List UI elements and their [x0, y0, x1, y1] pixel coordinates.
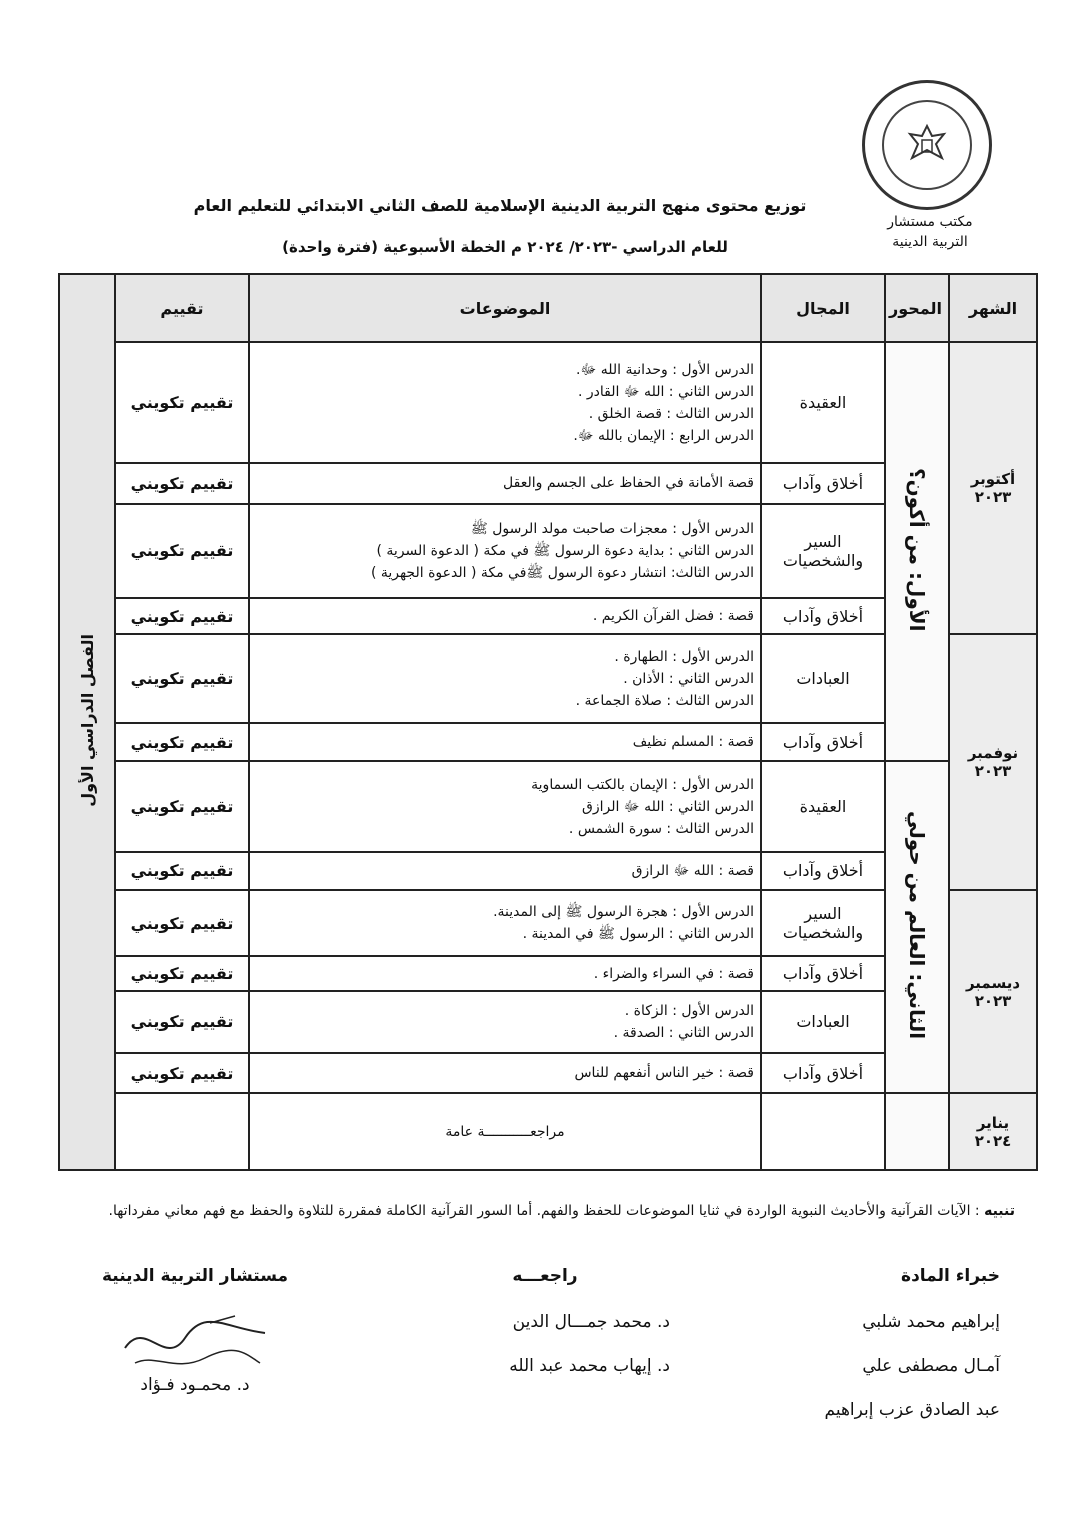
expert-name: عبد الصادق عزب إبراهيم — [824, 1400, 1000, 1420]
reviewer-name: د. محمد جمـــال الدين — [512, 1312, 670, 1332]
topic-line: الدرس الثاني : بداية دعوة الرسول ﷺ في مكة ( الدعوة السرية ) — [376, 542, 754, 559]
header-topics: الموضوعات — [249, 274, 761, 342]
eval-cell: تقييم تكويني — [115, 634, 249, 723]
topic-line: قصة : الله ﷻ الرازق — [631, 862, 754, 879]
term-label: الفصل الدراسي الأول — [77, 633, 97, 807]
table-row — [59, 761, 1037, 852]
axis-second — [885, 761, 949, 1093]
eval-cell: تقييم تكويني — [115, 342, 249, 463]
topic-line: الدرس الأول : الإيمان بالكتب السماوية — [531, 776, 754, 793]
header-field: المجال — [761, 274, 885, 342]
topic-line: الدرس الثاني : الله ﷻ الرازق — [581, 798, 754, 815]
field-cell: أخلاق وآداب — [761, 956, 885, 990]
topics-cell — [249, 761, 761, 852]
axis-first-label: الأول: من أكون؟ — [905, 467, 929, 632]
topic-line: الدرس الأول : الطهارة . — [614, 648, 754, 665]
eval-cell: تقييم تكويني — [115, 463, 249, 503]
topic-line: الدرس الثالث : صلاة الجماعة . — [575, 692, 754, 709]
eval-cell: تقييم تكويني — [115, 504, 249, 599]
reviewer-name: د. إيهاب محمد عبد الله — [509, 1356, 670, 1376]
eagle-emblem-icon — [882, 100, 972, 190]
note-paragraph — [70, 1196, 1015, 1226]
topic-line: الدرس الرابع : الإيمان بالله ﷻ. — [573, 427, 754, 444]
eval-cell: تقييم تكويني — [115, 890, 249, 956]
topic-line: الدرس الأول : وحدانية الله ﷻ. — [576, 361, 754, 378]
field-cell: أخلاق وآداب — [761, 723, 885, 761]
table-row-review — [59, 1093, 1037, 1170]
topic-line: الدرس الثالث : سورة الشمس . — [568, 820, 754, 837]
advisor-column — [90, 1266, 300, 1395]
advisor-name: د. محمـود فـؤاد — [140, 1375, 250, 1395]
topic-line: الدرس الثالث: انتشار دعوة الرسول ﷺفي مكة ( الدعوة الجهرية ) — [370, 564, 754, 581]
topics-cell — [249, 723, 761, 761]
topics-cell — [249, 991, 761, 1053]
month-january: يناير ٢٠٢٤ — [949, 1093, 1037, 1170]
topics-cell — [249, 634, 761, 723]
topic-line: قصة : المسلم نظيف — [632, 734, 754, 751]
experts-column — [740, 1266, 1000, 1432]
field-cell: أخلاق وآداب — [761, 1053, 885, 1093]
field-cell: العقيدة — [761, 761, 885, 852]
document-title: توزيع محتوى منهج التربية الدينية الإسلامية للصف الثاني الابتدائي للتعليم العام — [193, 196, 807, 215]
axis-empty — [885, 1093, 949, 1170]
field-cell: العبادات — [761, 634, 885, 723]
month-december: ديسمبر ٢٠٢٣ — [949, 890, 1037, 1093]
topic-line: قصة : في السراء والضراء . — [593, 965, 754, 982]
topic-line: الدرس الثاني : الرسول ﷺ في المدينة . — [522, 926, 754, 943]
office-line-2: التربية الدينية — [892, 234, 968, 250]
table-row — [59, 342, 1037, 463]
eval-cell: تقييم تكويني — [115, 723, 249, 761]
axis-second-label: الثاني: العالم من حولي — [905, 810, 929, 1039]
axis-first — [885, 342, 949, 761]
reviewers-title: راجعـــه — [512, 1266, 578, 1286]
expert-name: آمـال مصطفى علي — [862, 1356, 1000, 1376]
experts-title: خبراء المادة — [901, 1266, 1000, 1286]
month-october: أكتوبر ٢٠٢٣ — [949, 342, 1037, 634]
topics-cell — [249, 598, 761, 634]
eval-cell: تقييم تكويني — [115, 598, 249, 634]
field-cell: العقيدة — [761, 342, 885, 463]
topics-cell — [249, 342, 761, 463]
topic-line: الدرس الأول : هجرة الرسول ﷺ إلى المدينة. — [493, 904, 754, 921]
term-cell — [59, 274, 115, 1170]
table-header-row — [59, 274, 1037, 342]
topic-line: قصة : فضل القرآن الكريم . — [592, 608, 754, 625]
topic-line: الدرس الثاني : الأذان . — [623, 670, 754, 687]
note-text: : الآيات القرآنية والأحاديث النبوية الواردة في ثنايا الموضوعات للحفظ والفهم. أما السور القرآنية الكاملة فمقررة للتلاوة والحفظ مع فهم معاني مفرداتها. — [108, 1203, 985, 1219]
header-axis: المحور — [885, 274, 949, 342]
topics-cell — [249, 852, 761, 890]
expert-name: إبراهيم محمد شلبي — [862, 1312, 1000, 1332]
topic-line: الدرس الأول : الزكاة . — [624, 1002, 754, 1019]
field-cell: العبادات — [761, 991, 885, 1053]
topic-line: الدرس الثالث : قصة الخلق . — [588, 405, 754, 422]
office-line-1: مكتب مستشار — [887, 214, 973, 230]
handwritten-signature — [115, 1308, 275, 1378]
field-cell: السير والشخصيات — [761, 504, 885, 599]
eval-cell: تقييم تكويني — [115, 852, 249, 890]
review-cell: مراجعـــــــــــة عامة — [249, 1093, 761, 1170]
plan-table-container — [58, 273, 1036, 1171]
eval-empty — [115, 1093, 249, 1170]
eval-cell: تقييم تكويني — [115, 761, 249, 852]
field-cell: السير والشخصيات — [761, 890, 885, 956]
topic-line: الدرس الثاني : الصدقة . — [613, 1024, 754, 1041]
field-cell: أخلاق وآداب — [761, 463, 885, 503]
topic-line: قصة الأمانة في الحفاظ على الجسم والعقل — [503, 475, 754, 492]
topics-cell — [249, 890, 761, 956]
topic-line: الدرس الأول : معجزات صاحبت مولد الرسول ﷺ — [470, 520, 754, 537]
eval-cell: تقييم تكويني — [115, 956, 249, 990]
topics-cell — [249, 504, 761, 599]
plan-table — [58, 273, 1038, 1171]
eval-cell: تقييم تكويني — [115, 1053, 249, 1093]
topics-cell — [249, 463, 761, 503]
field-cell: أخلاق وآداب — [761, 598, 885, 634]
advisor-title: مستشار التربية الدينية — [101, 1266, 289, 1286]
topic-line: قصة : خير الناس أنفعهم للناس — [574, 1065, 754, 1082]
field-empty — [761, 1093, 885, 1170]
topics-cell — [249, 956, 761, 990]
note-label: تنبيه — [984, 1203, 1015, 1219]
header-evaluation: تقييم — [115, 274, 249, 342]
header-month: الشهر — [949, 274, 1037, 342]
office-label — [870, 212, 990, 252]
field-cell: أخلاق وآداب — [761, 852, 885, 890]
document-subtitle: للعام الدراسي -٢٠٢٣/ ٢٠٢٤ م الخطة الأسبوعية (فترة واحدة) — [282, 238, 728, 256]
reviewers-column — [420, 1266, 670, 1388]
eval-cell: تقييم تكويني — [115, 991, 249, 1053]
month-november: نوفمبر ٢٠٢٣ — [949, 634, 1037, 890]
topics-cell — [249, 1053, 761, 1093]
ministry-seal — [862, 80, 992, 210]
topic-line: الدرس الثاني : الله ﷻ القادر . — [577, 383, 754, 400]
